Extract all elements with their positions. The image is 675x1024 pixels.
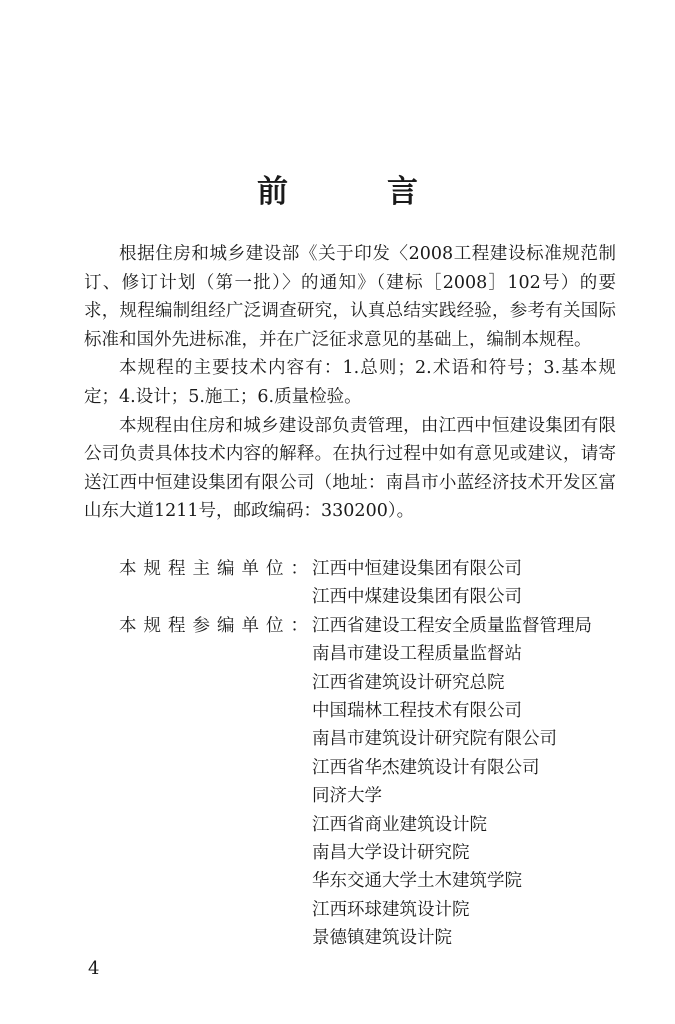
page-title: 前 言 (257, 174, 452, 210)
page-number: 4 (88, 958, 100, 979)
participating-unit: 江西省华杰建筑设计有限公司 (312, 757, 540, 778)
participating-unit: 江西省建设工程安全质量监督管理局 (312, 615, 592, 636)
chief-units-row (84, 555, 624, 612)
participating-unit: 江西省建筑设计研究总院 (312, 672, 505, 693)
chief-units-label: 本规程主编单位： (119, 559, 315, 579)
units-section (84, 555, 624, 953)
paragraph-contents: 本规程的主要技术内容有：1.总则；2.术语和符号；3.基本规定；4.设计；5.施工；6.质量检验。 (84, 358, 616, 407)
paragraph-management: 本规程由住房和城乡建设部负责管理，由江西中恒建设集团有限公司负责具体技术内容的解释。在执行过程中如有意见或建议，请寄送江西中恒建设集团有限公司（地址：南昌市小蓝经济技术开发区富山东大道1211号，邮政编码：330200）。 (84, 415, 616, 522)
preface-body (84, 240, 616, 526)
participating-units-list (312, 612, 624, 953)
participating-unit: 南昌市建设工程质量监督站 (312, 644, 522, 665)
participating-unit: 华东交通大学土木建筑学院 (312, 871, 522, 892)
chief-unit: 江西中煤建设集团有限公司 (312, 587, 522, 608)
chief-units-list (312, 555, 624, 612)
participating-unit: 南昌市建筑设计研究院有限公司 (312, 729, 557, 750)
participating-unit: 中国瑞林工程技术有限公司 (312, 701, 522, 722)
participating-unit: 南昌大学设计研究院 (312, 843, 470, 864)
participating-unit: 江西省商业建筑设计院 (312, 814, 487, 835)
participating-units-label: 本规程参编单位： (119, 615, 315, 636)
chief-unit: 江西中恒建设集团有限公司 (312, 559, 522, 579)
participating-unit: 江西环球建筑设计院 (312, 899, 470, 920)
paragraph-basis: 根据住房和城乡建设部《关于印发〈2008工程建设标准规范制订、修订计划（第一批）〉的通知》（建标［2008］102号）的要求，规程编制组经广泛调查研究，认真总结实践经验，参考有关国际标准和国外先进标准，并在广泛征求意见的基础上，编制本规程。 (84, 244, 616, 350)
participating-unit: 景德镇建筑设计院 (312, 928, 452, 949)
participating-units-row (84, 612, 624, 953)
participating-unit: 同济大学 (312, 786, 382, 807)
